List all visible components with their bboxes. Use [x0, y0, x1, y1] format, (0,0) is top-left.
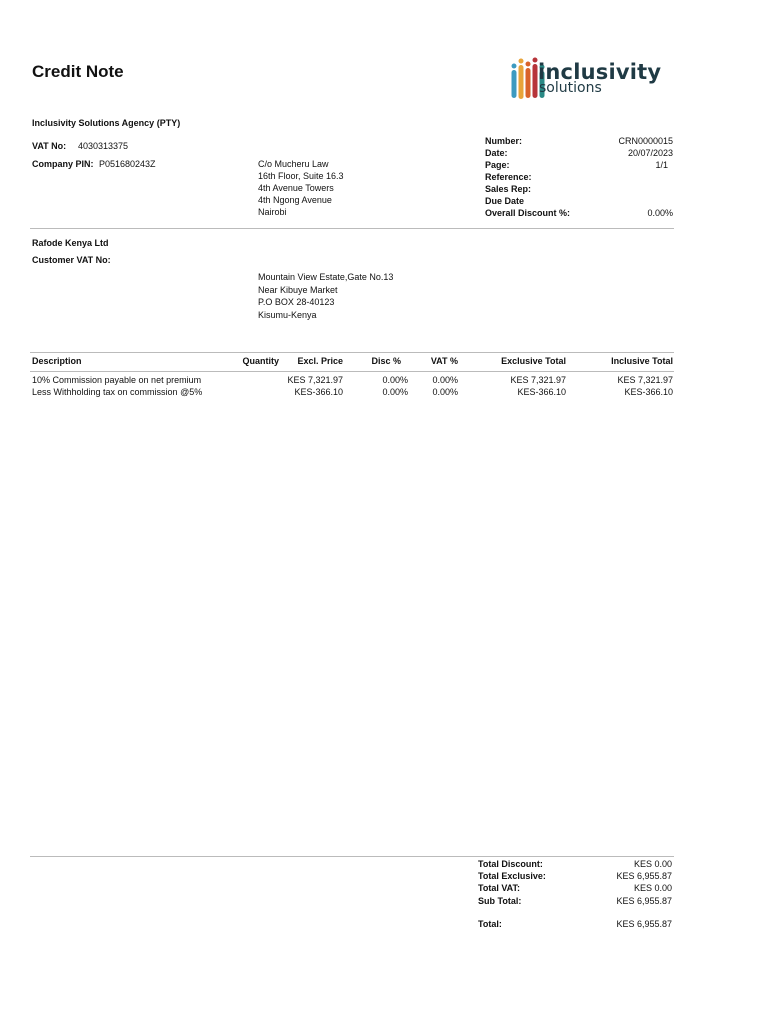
company-address — [258, 158, 344, 218]
total-discount-label: Total Discount: — [478, 859, 543, 869]
vat-label: VAT No: — [32, 141, 67, 151]
meta-value-discount: 0.00% — [647, 208, 673, 218]
cell-exclusive-total: KES 7,321.97 — [510, 375, 566, 385]
subtotal-value: KES 6,955.87 — [616, 896, 672, 906]
meta-value-number: CRN0000015 — [618, 136, 673, 146]
total-vat-value: KES 0.00 — [633, 883, 672, 893]
address-line: 4th Avenue Towers — [258, 183, 334, 193]
total-exclusive-label: Total Exclusive: — [478, 871, 546, 881]
col-header-exclusive-total: Exclusive Total — [501, 356, 566, 366]
cell-description: 10% Commission payable on net premium — [32, 375, 202, 385]
table-top-rule — [30, 352, 674, 353]
meta-label-date: Date: — [485, 148, 508, 158]
page-title: Credit Note — [32, 62, 124, 81]
cell-vat: 0.00% — [432, 375, 458, 385]
address-line: Near Kibuye Market — [258, 284, 338, 295]
company-logo — [480, 30, 670, 125]
cell-vat: 0.00% — [432, 387, 458, 397]
logo-subtext: solutions — [539, 80, 602, 96]
total-discount-value: KES 0.00 — [633, 859, 672, 869]
col-header-inclusive-total: Inclusive Total — [611, 356, 673, 366]
col-header-vat: VAT % — [430, 356, 458, 366]
cell-disc: 0.00% — [382, 375, 408, 385]
address-line: C/o Mucheru Law — [258, 159, 329, 169]
totals-rule — [30, 856, 674, 857]
col-header-quantity: Quantity — [242, 356, 279, 366]
address-line: Mountain View Estate,Gate No.13 — [258, 272, 394, 282]
address-line: 16th Floor, Suite 16.3 — [258, 171, 344, 181]
meta-values — [553, 135, 673, 219]
meta-label-discount: Overall Discount %: — [485, 208, 571, 218]
meta-value-page: 1/1 — [655, 160, 668, 170]
meta-value-sales-rep — [553, 183, 673, 195]
address-line: Nairobi — [258, 207, 287, 217]
col-header-description: Description — [32, 356, 82, 366]
customer-name: Rafode Kenya Ltd — [32, 238, 109, 248]
divider — [30, 228, 674, 229]
meta-value-reference — [553, 171, 673, 183]
cell-excl-price: KES 7,321.97 — [287, 375, 343, 385]
meta-value-date: 20/07/2023 — [627, 148, 673, 158]
address-line: Kisumu-Kenya — [258, 309, 317, 320]
cell-inclusive-total: KES-366.10 — [624, 387, 673, 397]
company-pin-label: Company PIN: — [32, 159, 94, 169]
address-line: 4th Ngong Avenue — [258, 195, 332, 205]
company-pin-value: P051680243Z — [99, 159, 156, 169]
cell-inclusive-total: KES 7,321.97 — [617, 375, 673, 385]
meta-value-due-date — [553, 195, 673, 207]
vat-value: 4030313375 — [78, 141, 129, 151]
cell-description: Less Withholding tax on commission @5% — [32, 387, 203, 397]
cell-disc: 0.00% — [382, 387, 408, 397]
customer-vat-label: Customer VAT No: — [32, 255, 111, 265]
logo-text: inclusivity — [538, 60, 662, 84]
address-line: P.O BOX 28-40123 — [258, 297, 335, 307]
total-exclusive-value: KES 6,955.87 — [616, 871, 672, 881]
grand-total-label: Total: — [478, 919, 502, 929]
col-header-excl-price: Excl. Price — [297, 356, 343, 366]
meta-label-number: Number: — [485, 136, 523, 146]
meta-label-sales-rep: Sales Rep: — [485, 184, 532, 194]
table-header-rule — [30, 371, 674, 372]
grand-total-value: KES 6,955.87 — [616, 919, 672, 929]
cell-excl-price: KES-366.10 — [294, 387, 343, 397]
meta-label-page: Page: — [485, 160, 510, 170]
meta-label-reference: Reference: — [485, 172, 532, 182]
meta-label-due-date: Due Date — [485, 196, 525, 206]
col-header-disc: Disc % — [371, 356, 401, 366]
total-vat-label: Total VAT: — [478, 883, 520, 893]
company-name: Inclusivity Solutions Agency (PTY) — [32, 118, 181, 128]
subtotal-label: Sub Total: — [478, 896, 522, 906]
customer-address — [258, 271, 393, 321]
cell-exclusive-total: KES-366.10 — [517, 387, 566, 397]
